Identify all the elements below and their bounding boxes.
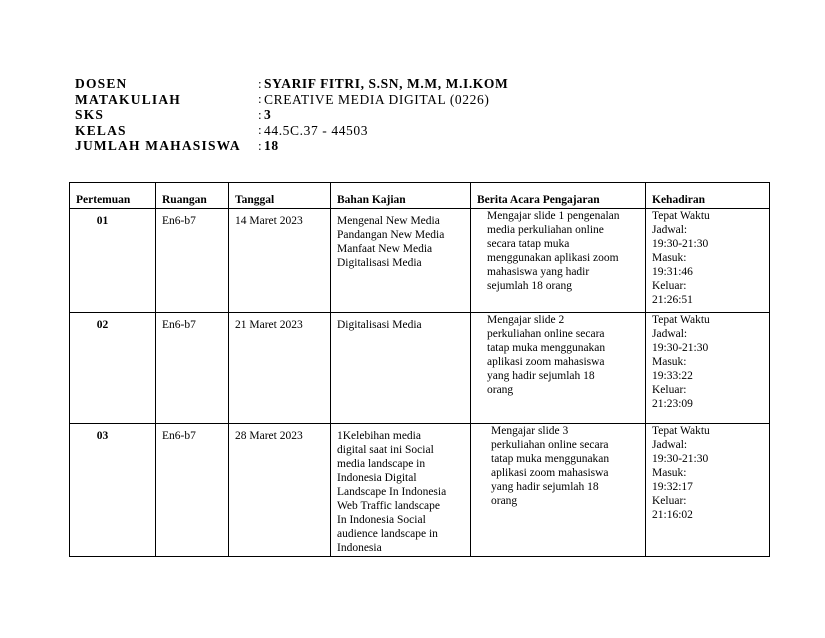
berita-line: Mengajar slide 2 bbox=[487, 314, 565, 326]
col-header-ruangan: Ruangan bbox=[156, 183, 229, 209]
kehadiran-line: 19:32:17 bbox=[652, 481, 693, 493]
cell-bahan-kajian bbox=[331, 209, 471, 313]
kehadiran-line: 19:30-21:30 bbox=[652, 238, 709, 250]
kehadiran-line: Masuk: bbox=[652, 356, 687, 368]
kehadiran-line: 21:26:51 bbox=[652, 294, 693, 306]
berita-line: orang bbox=[487, 384, 514, 396]
cell-kehadiran bbox=[646, 424, 770, 557]
kehadiran-line: 19:30-21:30 bbox=[652, 453, 709, 465]
col-header-berita-acara: Berita Acara Pengajaran bbox=[471, 183, 646, 209]
cell-kehadiran bbox=[646, 209, 770, 313]
col-header-tanggal: Tanggal bbox=[229, 183, 331, 209]
header-label: DOSEN bbox=[75, 76, 128, 92]
cell-bahan-kajian bbox=[331, 424, 471, 557]
cell-berita-acara bbox=[471, 424, 646, 557]
col-header-kehadiran: Kehadiran bbox=[646, 183, 770, 209]
cell-ruangan: En6-b7 bbox=[156, 209, 229, 313]
kehadiran-line: Tepat Waktu bbox=[652, 425, 710, 437]
kehadiran-line: Jadwal: bbox=[652, 439, 688, 451]
header-value-sks: 3 bbox=[264, 107, 272, 123]
bahan-line: audience landscape in bbox=[337, 528, 438, 540]
course-info-header bbox=[75, 76, 508, 154]
kehadiran-line: Jadwal: bbox=[652, 224, 688, 236]
cell-tanggal: 28 Maret 2023 bbox=[229, 424, 331, 557]
berita-line: perkuliahan online secara bbox=[491, 439, 609, 451]
cell-pertemuan: 03 bbox=[70, 424, 156, 557]
berita-line: tatap muka menggunakan bbox=[491, 453, 610, 465]
berita-line: orang bbox=[491, 495, 518, 507]
bahan-line: Pandangan New Media bbox=[337, 229, 445, 241]
berita-line: mahasiswa yang hadir bbox=[487, 266, 590, 278]
table-header-row bbox=[70, 183, 770, 209]
kehadiran-line: Keluar: bbox=[652, 384, 687, 396]
header-row-matakuliah bbox=[75, 92, 508, 108]
kehadiran-line: Masuk: bbox=[652, 252, 687, 264]
berita-line: aplikasi zoom mahasiswa bbox=[487, 356, 605, 368]
header-row-kelas bbox=[75, 123, 508, 139]
header-label: SKS bbox=[75, 107, 105, 123]
kehadiran-line: 19:31:46 bbox=[652, 266, 693, 278]
kehadiran-line: Tepat Waktu bbox=[652, 210, 710, 222]
berita-line: secara tatap muka bbox=[487, 238, 570, 250]
attendance-table bbox=[69, 182, 770, 557]
cell-kehadiran bbox=[646, 313, 770, 424]
kehadiran-line: 19:33:22 bbox=[652, 370, 693, 382]
bahan-line: digital saat ini Social bbox=[337, 444, 434, 456]
col-header-pertemuan: Pertemuan bbox=[70, 183, 156, 209]
bahan-line: Landscape In Indonesia bbox=[337, 486, 447, 498]
table-row bbox=[70, 209, 770, 313]
header-value-dosen: SYARIF FITRI, S.SN, M.M, M.I.KOM bbox=[264, 76, 509, 92]
berita-line: Mengajar slide 1 pengenalan bbox=[487, 210, 620, 222]
cell-tanggal: 14 Maret 2023 bbox=[229, 209, 331, 313]
bahan-line: Mengenal New Media bbox=[337, 215, 440, 227]
cell-tanggal: 21 Maret 2023 bbox=[229, 313, 331, 424]
header-separator: : bbox=[258, 137, 262, 153]
header-value-kelas: 44.5C.37 - 44503 bbox=[264, 122, 369, 138]
kehadiran-line: 21:16:02 bbox=[652, 509, 693, 521]
header-separator: : bbox=[258, 91, 262, 107]
kehadiran-line: 21:23:09 bbox=[652, 398, 693, 410]
berita-line: yang hadir sejumlah 18 bbox=[491, 481, 599, 493]
cell-pertemuan: 01 bbox=[70, 209, 156, 313]
cell-berita-acara bbox=[471, 209, 646, 313]
table-row bbox=[70, 424, 770, 557]
cell-berita-acara bbox=[471, 313, 646, 424]
bahan-line: 1Kelebihan media bbox=[337, 430, 421, 442]
bahan-line: Web Traffic landscape bbox=[337, 500, 440, 512]
cell-pertemuan: 02 bbox=[70, 313, 156, 424]
header-label: KELAS bbox=[75, 122, 127, 138]
header-label: JUMLAH MAHASISWA bbox=[75, 138, 241, 154]
header-value-jumlah-mahasiswa: 18 bbox=[264, 138, 279, 154]
col-header-bahan-kajian: Bahan Kajian bbox=[331, 183, 471, 209]
cell-ruangan: En6-b7 bbox=[156, 424, 229, 557]
berita-line: media perkuliahan online bbox=[487, 224, 604, 236]
header-row-dosen bbox=[75, 76, 508, 92]
bahan-line: media landscape in bbox=[337, 458, 426, 470]
cell-bahan-kajian bbox=[331, 313, 471, 424]
berita-line: aplikasi zoom mahasiswa bbox=[491, 467, 609, 479]
kehadiran-line: Jadwal: bbox=[652, 328, 688, 340]
kehadiran-line: Keluar: bbox=[652, 280, 687, 292]
header-row-sks bbox=[75, 107, 508, 123]
header-label: MATAKULIAH bbox=[75, 91, 181, 107]
cell-ruangan: En6-b7 bbox=[156, 313, 229, 424]
bahan-line: In Indonesia Social bbox=[337, 514, 426, 526]
berita-line: tatap muka menggunakan bbox=[487, 342, 606, 354]
header-value-matakuliah: CREATIVE MEDIA DIGITAL (0226) bbox=[264, 91, 490, 107]
bahan-line: Digitalisasi Media bbox=[337, 257, 422, 269]
berita-line: menggunakan aplikasi zoom bbox=[487, 252, 619, 264]
bahan-line: Indonesia Digital bbox=[337, 472, 417, 484]
kehadiran-line: Keluar: bbox=[652, 495, 687, 507]
header-separator: : bbox=[258, 106, 262, 122]
bahan-line: Indonesia bbox=[337, 542, 382, 554]
berita-line: sejumlah 18 orang bbox=[487, 280, 572, 292]
kehadiran-line: Tepat Waktu bbox=[652, 314, 710, 326]
berita-line: perkuliahan online secara bbox=[487, 328, 605, 340]
bahan-line: Manfaat New Media bbox=[337, 243, 433, 255]
header-separator: : bbox=[258, 75, 262, 91]
table-row bbox=[70, 313, 770, 424]
kehadiran-line: Masuk: bbox=[652, 467, 687, 479]
berita-line: Mengajar slide 3 bbox=[491, 425, 569, 437]
berita-line: yang hadir sejumlah 18 bbox=[487, 370, 595, 382]
header-separator: : bbox=[258, 122, 262, 138]
kehadiran-line: 19:30-21:30 bbox=[652, 342, 709, 354]
bahan-line: Digitalisasi Media bbox=[337, 319, 422, 331]
header-row-jumlah-mahasiswa bbox=[75, 138, 508, 154]
